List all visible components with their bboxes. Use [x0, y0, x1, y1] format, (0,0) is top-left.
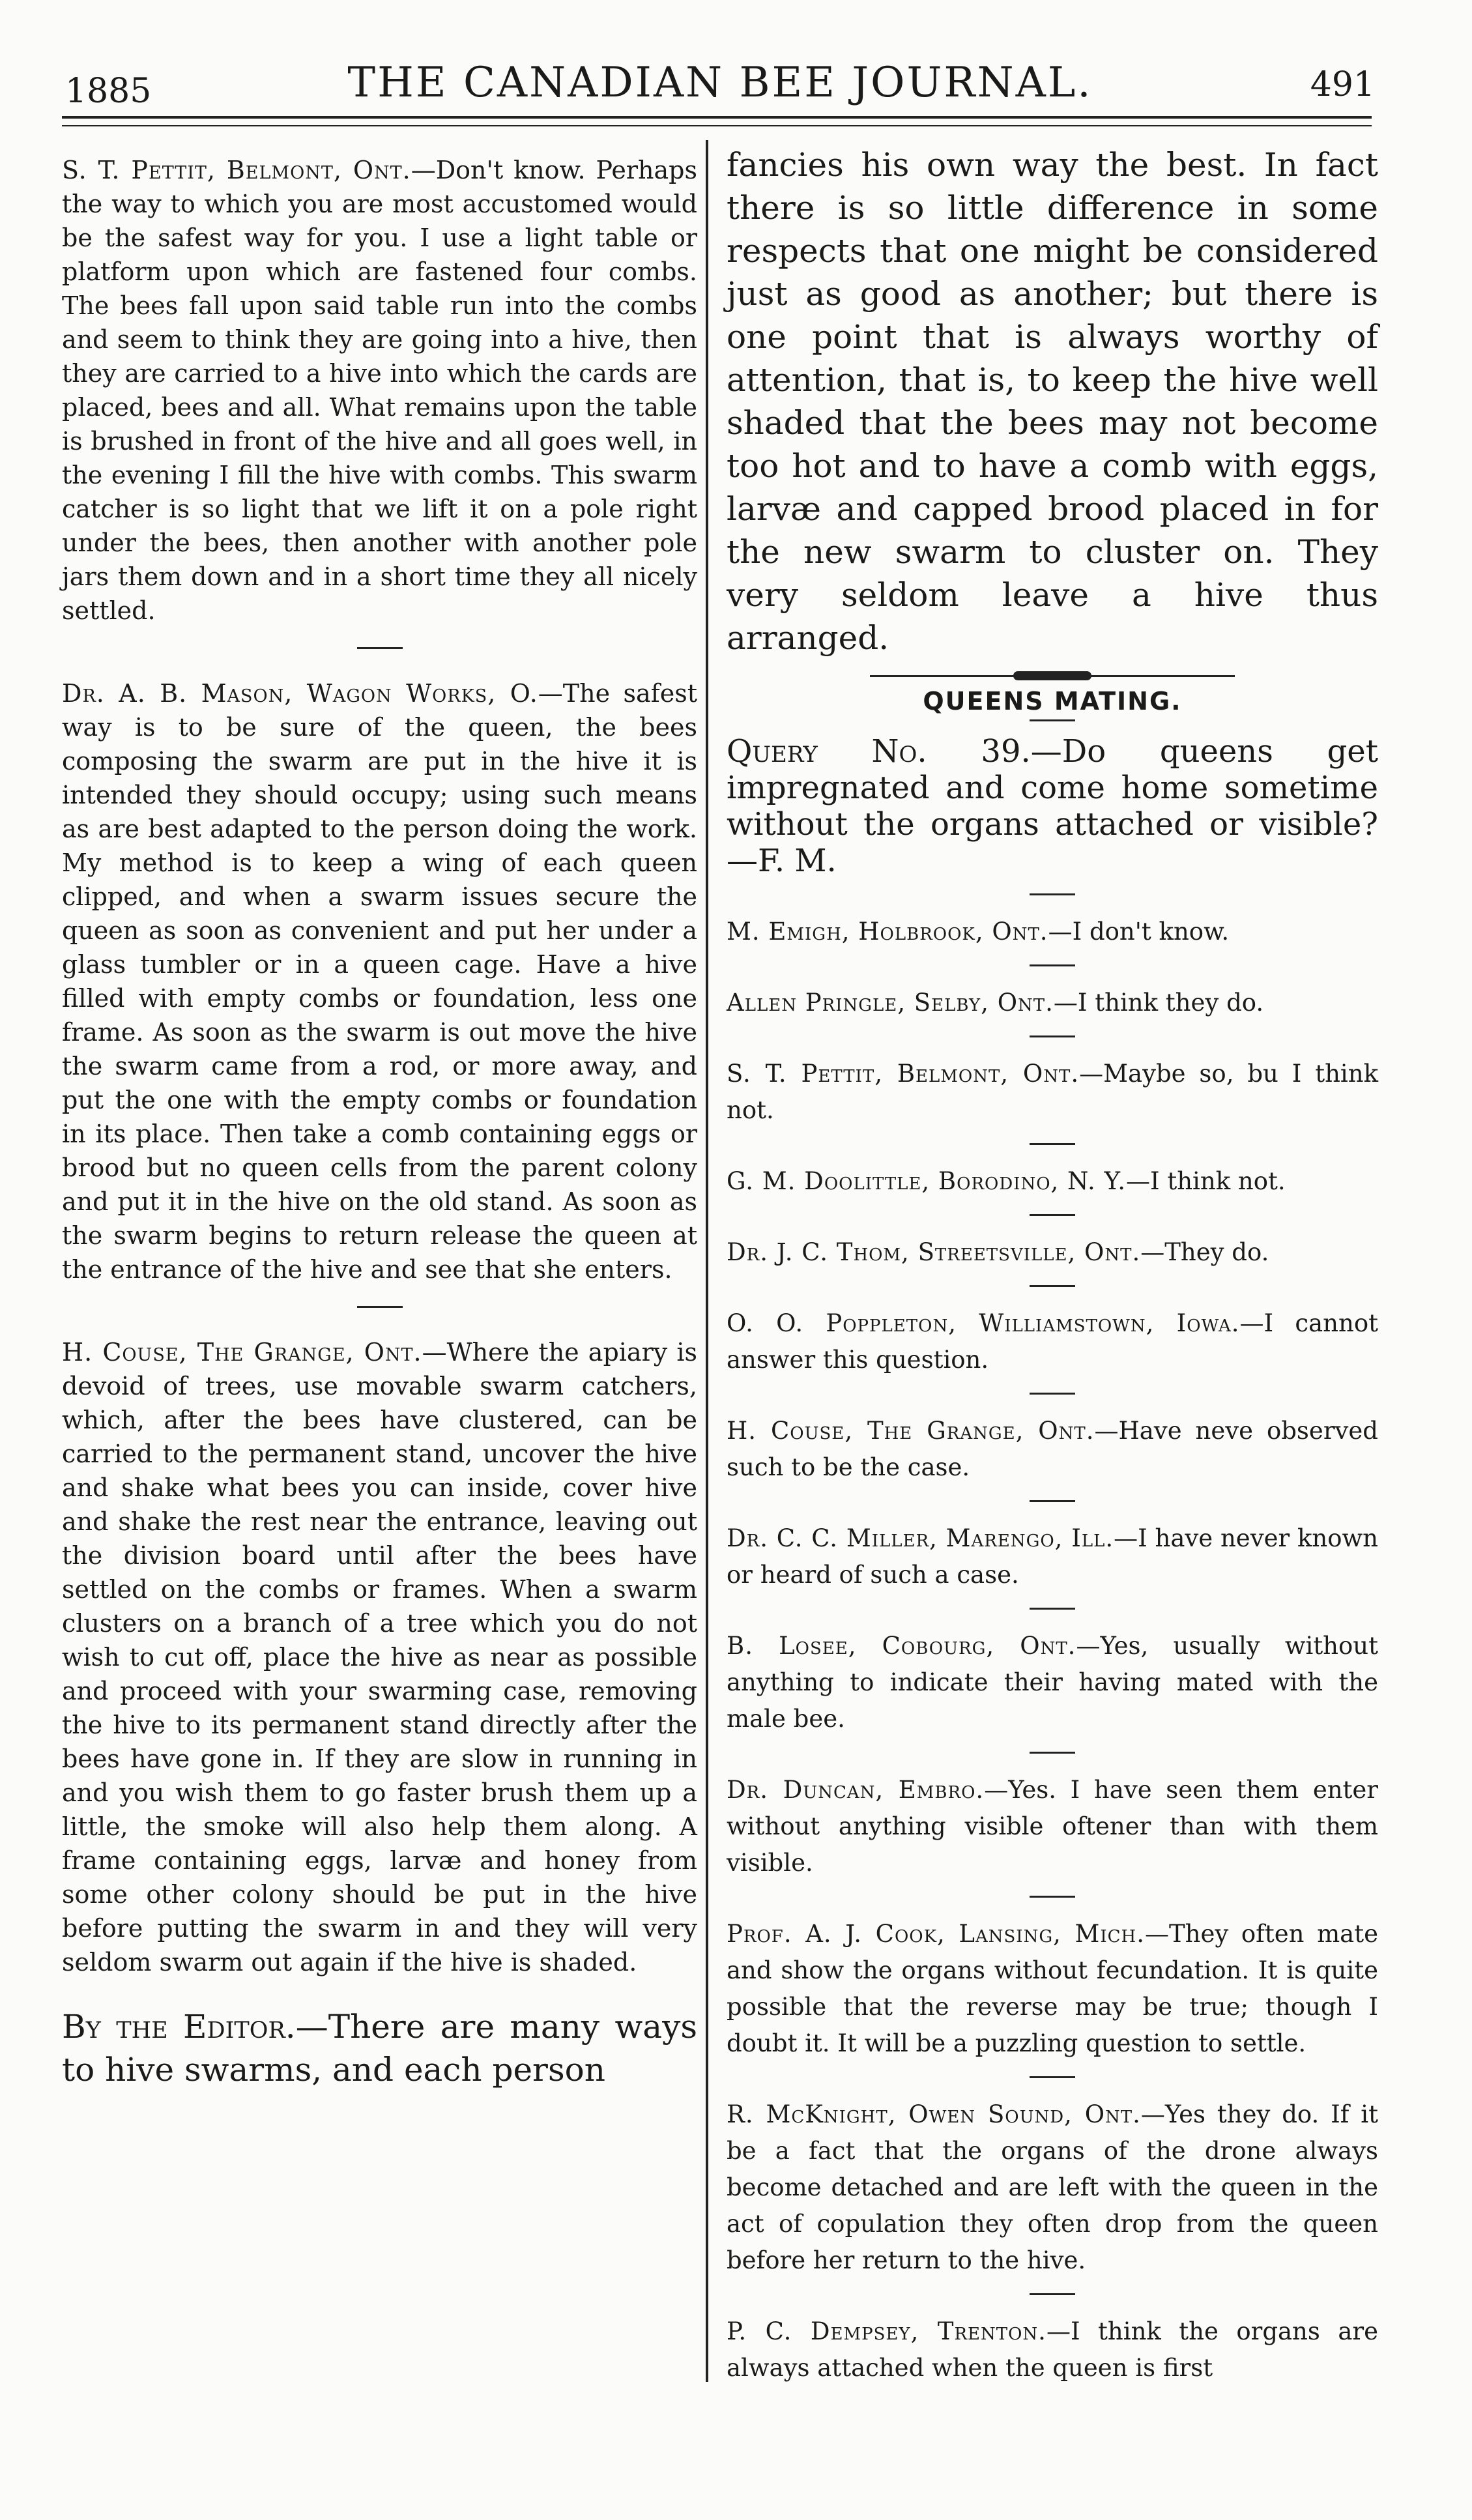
answer-text: —I think not. [1125, 1167, 1286, 1195]
page-number: 491 [1310, 65, 1375, 104]
respondent-name: P. C. Dempsey, Trenton. [727, 2317, 1046, 2345]
answer-text: —Don't know. Perhaps the way to which you are most accustomed would be the safest way for you. I use a light table or platform upon which are fastened four combs. The bees fall upon said table run into the combs and seem to think they are going into a hive, then they are carried to a hive into which the cards are placed, bees and all. What remains upon the table is brushed in front of the hive and all goes well, in the evening I fill the hive with combs. This swarm catcher is so light that we lift it on a pole right under the bees, then another with another pole jars them down and in a short time they all nicely settled. [62, 156, 697, 625]
answer-entry [727, 2313, 1378, 2386]
respondent-name: Dr. Duncan, Embro. [727, 1776, 985, 1804]
editor-text: —There are many ways to hive swarms, and each person [62, 2008, 697, 2089]
respondent-name: R. McKnight, Owen Sound, Ont. [727, 2100, 1141, 2128]
query-text: —Do queens get impregnated and come home sometime without the organs attached or visible? —F. M. [727, 733, 1378, 879]
respondent-name: B. Losee, Cobourg, Ont. [727, 1632, 1076, 1660]
answer-text: —Yes. I have seen them enter without anything visible oftener than with them visible. [727, 1776, 1378, 1877]
answer-text: —Yes they do. If it be a fact that the organs of the drone always become detached and are left with the queen in the act of copulation they often drop from the queen before her return to the hive. [727, 2100, 1378, 2274]
separator [1030, 1752, 1075, 1754]
answer-entry [727, 2096, 1378, 2279]
separator [1030, 1393, 1075, 1395]
answer-entry [62, 676, 697, 1286]
separator [1030, 1896, 1075, 1898]
editor-note-continued: fancies his own way the best. In fact there is so little difference in some respects that one might be considered just as good as another; but there is one point that is always worthy of attention, that is, to keep the hive well shaded that the bees may not become too hot and to have a comb with eggs, larvæ and capped brood placed in for the new swarm to cluster on. They very seldom leave a hive thus arranged. [727, 146, 1378, 657]
editor-note [62, 2005, 697, 2091]
respondent-name: S. T. Pettit, Belmont, Ont. [62, 156, 411, 184]
answer-text: —Where the apiary is devoid of trees, use movable swarm catchers, which, after the bees have clustered, can be carried to the permanent stand, uncover the hive and shake what bees you can inside, cover hive and shake the rest near the entrance, leaving out the division board until after the bees have settled on the combs or frames. When a swarm clusters on a branch of a tree which you do not wish to cut off, place the hive as near as possible and proceed with your swarming case, removing the hive to its permanent stand directly after the bees have gone in. If they are slow in running in and you wish them to go faster brush them up a little, the smoke will also help them along. A frame containing eggs, larvæ and honey from some other colony should be put in the hive before putting the swarm in and they will very seldom swarm out again if the hive is shaded. [62, 1338, 697, 1977]
answer-entry [727, 1628, 1378, 1737]
left-column [62, 153, 697, 2091]
separator [1030, 893, 1075, 895]
respondent-name: Prof. A. J. Cook, Lansing, Mich. [727, 1920, 1145, 1948]
answer-entry [727, 1305, 1378, 1378]
header-rule-bottom [62, 125, 1372, 126]
respondent-name: Allen Pringle, Selby, Ont. [727, 989, 1054, 1017]
answer-entry [727, 1234, 1378, 1271]
respondent-name: Dr. J. C. Thom, Streetsville, Ont. [727, 1238, 1141, 1266]
separator [1030, 964, 1075, 966]
page-header [65, 39, 1375, 137]
answer-entry [62, 153, 697, 628]
answer-entry [727, 1520, 1378, 1593]
answer-text: —Maybe so, bu I think not. [727, 1060, 1378, 1124]
answer-entry [727, 985, 1378, 1021]
section-underline [1030, 719, 1075, 721]
section-title: QUEENS MATING. [923, 687, 1182, 716]
answer-entry [727, 1916, 1378, 2062]
answer-text: —I think they do. [1053, 989, 1264, 1017]
respondent-name: G. M. Doolittle, Borodino, N. Y. [727, 1167, 1126, 1195]
separator [357, 1306, 403, 1308]
right-column [727, 143, 1378, 2386]
answer-text: —I cannot answer this question. [727, 1309, 1378, 1374]
respondent-name: M. Emigh, Holbrook, Ont. [727, 918, 1048, 946]
answer-text: —They often mate and show the organs without fecundation. It is quite possible that the reverse may be true; though I doubt it. It will be a puzzling question to settle. [727, 1920, 1378, 2057]
respondent-name: Dr. C. C. Miller, Marengo, Ill. [727, 1524, 1114, 1552]
answer-text: —Have neve observed such to be the case. [727, 1417, 1378, 1481]
separator [1030, 1285, 1075, 1287]
separator [1030, 1500, 1075, 1502]
separator [1030, 2293, 1075, 2295]
journal-title: THE CANADIAN BEE JOURNAL. [347, 59, 1093, 107]
answer-text: —Yes, usually without anything to indicate their having mated with the male bee. [727, 1632, 1378, 1733]
column-divider [706, 140, 708, 2382]
editor-label: By the Editor. [62, 2008, 296, 2046]
answer-entry [727, 1772, 1378, 1881]
respondent-name: S. T. Pettit, Belmont, Ont. [727, 1060, 1080, 1088]
answer-text: —I don't know. [1048, 918, 1230, 946]
query-label: Query No. 39. [727, 733, 1031, 770]
answer-text: —I have never known or heard of such a case. [727, 1524, 1378, 1589]
year: 1885 [65, 72, 152, 111]
respondent-name: O. O. Poppleton, Williamstown, Iowa. [727, 1309, 1240, 1337]
ornamental-rule [870, 671, 1235, 680]
answer-text: —The safest way is to be sure of the queen, the bees composing the swarm are put in the hive it is intended they should occupy; using such means as are best adapted to the person doing the work. My method is to keep a wing of each queen clipped, and when a swarm issues secure the queen as soon as convenient and put her under a glass tumbler or in a queen cage. Have a hive filled with empty combs or foundation, less one frame. As soon as the swarm is out move the hive the swarm came from a rod, or more away, and put the one with the empty combs or foundation in its place. Then take a comb containing eggs or brood but no queen cells from the parent colony and put it in the hive on the old stand. As soon as the swarm begins to return release the queen at the entrance of the hive and see that she enters. [62, 679, 697, 1284]
answer-text: —I think the organs are always attached when the queen is first [727, 2317, 1378, 2382]
answer-entry [727, 914, 1378, 950]
separator [1030, 1036, 1075, 1037]
respondent-name: H. Couse, The Grange, Ont. [727, 1417, 1095, 1445]
answer-entry [62, 1335, 697, 1979]
separator [1030, 1214, 1075, 1216]
separator [1030, 1143, 1075, 1145]
respondent-name: Dr. A. B. Mason, Wagon Works, O. [62, 679, 538, 708]
separator [1030, 2076, 1075, 2078]
answer-text: —They do. [1140, 1238, 1269, 1266]
separator [357, 647, 403, 649]
header-rule-top [62, 116, 1372, 119]
respondent-name: H. Couse, The Grange, Ont. [62, 1338, 422, 1367]
answer-entry [727, 1163, 1378, 1200]
answer-entry [727, 1056, 1378, 1129]
separator [1030, 1608, 1075, 1610]
query [727, 733, 1378, 879]
answer-entry [727, 1413, 1378, 1486]
